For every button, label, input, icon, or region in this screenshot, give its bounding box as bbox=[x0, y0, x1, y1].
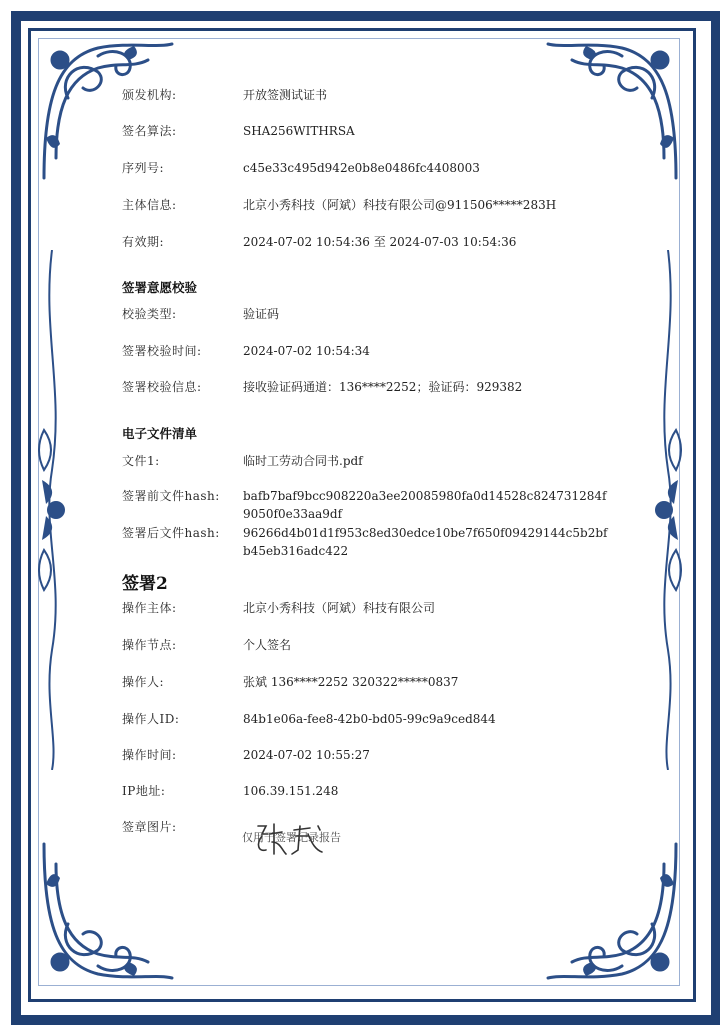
verify-info-row bbox=[122, 378, 612, 396]
ip-value: 106.39.151.248 bbox=[243, 784, 339, 798]
verify-info-value: 接收验证码通道：136****2252；验证码：929382 bbox=[243, 380, 523, 394]
validity-row bbox=[122, 233, 612, 251]
verify-info-label: 签署校验信息: bbox=[122, 380, 202, 394]
operator-id-row bbox=[122, 710, 612, 728]
serial-label: 序列号: bbox=[122, 161, 165, 175]
subject-label: 主体信息: bbox=[122, 198, 177, 212]
algorithm-value: SHA256WITHRSA bbox=[243, 124, 355, 138]
issuer-value: 开放签测试证书 bbox=[243, 88, 328, 102]
validity-value: 2024-07-02 10:54:36 至 2024-07-03 10:54:36 bbox=[243, 235, 517, 249]
validity-label: 有效期: bbox=[122, 235, 165, 249]
ip-label: IP地址: bbox=[122, 784, 166, 798]
subject-row bbox=[122, 196, 612, 214]
stamp-image-row bbox=[122, 818, 612, 835]
hash-after-label: 签署后文件hash: bbox=[122, 526, 220, 540]
operator-value: 张斌 136****2252 320322*****0837 bbox=[243, 675, 459, 689]
hash-after-value: 96266d4b01d1f953c8ed30edce10be7f650f09429144c5b2bfb45eb316adc422 bbox=[243, 526, 608, 558]
file-row bbox=[122, 452, 612, 470]
operator-id-value: 84b1e06a-fee8-42b0-bd05-99c9a9ced844 bbox=[243, 712, 496, 726]
verify-time-value: 2024-07-02 10:54:34 bbox=[243, 344, 370, 358]
subject-value: 北京小秀科技（阿斌）科技有限公司@911506*****283H bbox=[243, 198, 557, 212]
operator-entity-row bbox=[122, 599, 612, 617]
hash-before-row bbox=[122, 487, 612, 523]
issuer-row bbox=[122, 86, 612, 104]
operation-node-label: 操作节点: bbox=[122, 638, 177, 652]
stamp-image-label: 签章图片: bbox=[122, 820, 177, 834]
verify-time-row bbox=[122, 342, 612, 360]
operator-id-label: 操作人ID: bbox=[122, 712, 180, 726]
operator-row bbox=[122, 673, 612, 691]
ip-row bbox=[122, 782, 612, 800]
verify-type-label: 校验类型: bbox=[122, 307, 177, 321]
file-name: 临时工劳动合同书.pdf bbox=[243, 454, 363, 468]
serial-value: c45e33c495d942e0b8e0486fc4408003 bbox=[243, 161, 480, 175]
file-section-title: 电子文件清单 bbox=[122, 426, 198, 441]
hash-after-row bbox=[122, 524, 612, 560]
operator-entity-value: 北京小秀科技（阿斌）科技有限公司 bbox=[243, 601, 436, 615]
operation-time-label: 操作时间: bbox=[122, 748, 177, 762]
issuer-label: 颁发机构: bbox=[122, 88, 177, 102]
operator-label: 操作人: bbox=[122, 675, 165, 689]
operator-entity-label: 操作主体: bbox=[122, 601, 177, 615]
stamp-watermark: 仅用于签署记录报告 bbox=[242, 831, 341, 844]
file-label: 文件1: bbox=[122, 454, 160, 468]
algorithm-row bbox=[122, 122, 612, 140]
algorithm-label: 签名算法: bbox=[122, 124, 177, 138]
signature2-title: 签署2 bbox=[122, 574, 168, 594]
hash-before-label: 签署前文件hash: bbox=[122, 489, 220, 503]
operation-time-value: 2024-07-02 10:55:27 bbox=[243, 748, 370, 762]
verify-type-row bbox=[122, 305, 612, 323]
operation-node-value: 个人签名 bbox=[243, 638, 292, 652]
verify-time-label: 签署校验时间: bbox=[122, 344, 202, 358]
intent-section-title: 签署意愿校验 bbox=[122, 280, 198, 295]
hash-before-value: bafb7baf9bcc908220a3ee20085980fa0d14528c824731284f9050f0e33aa9df bbox=[243, 489, 607, 521]
serial-row bbox=[122, 159, 612, 177]
operation-time-row bbox=[122, 746, 612, 764]
verify-type-value: 验证码 bbox=[243, 307, 280, 321]
operation-node-row bbox=[122, 636, 612, 654]
